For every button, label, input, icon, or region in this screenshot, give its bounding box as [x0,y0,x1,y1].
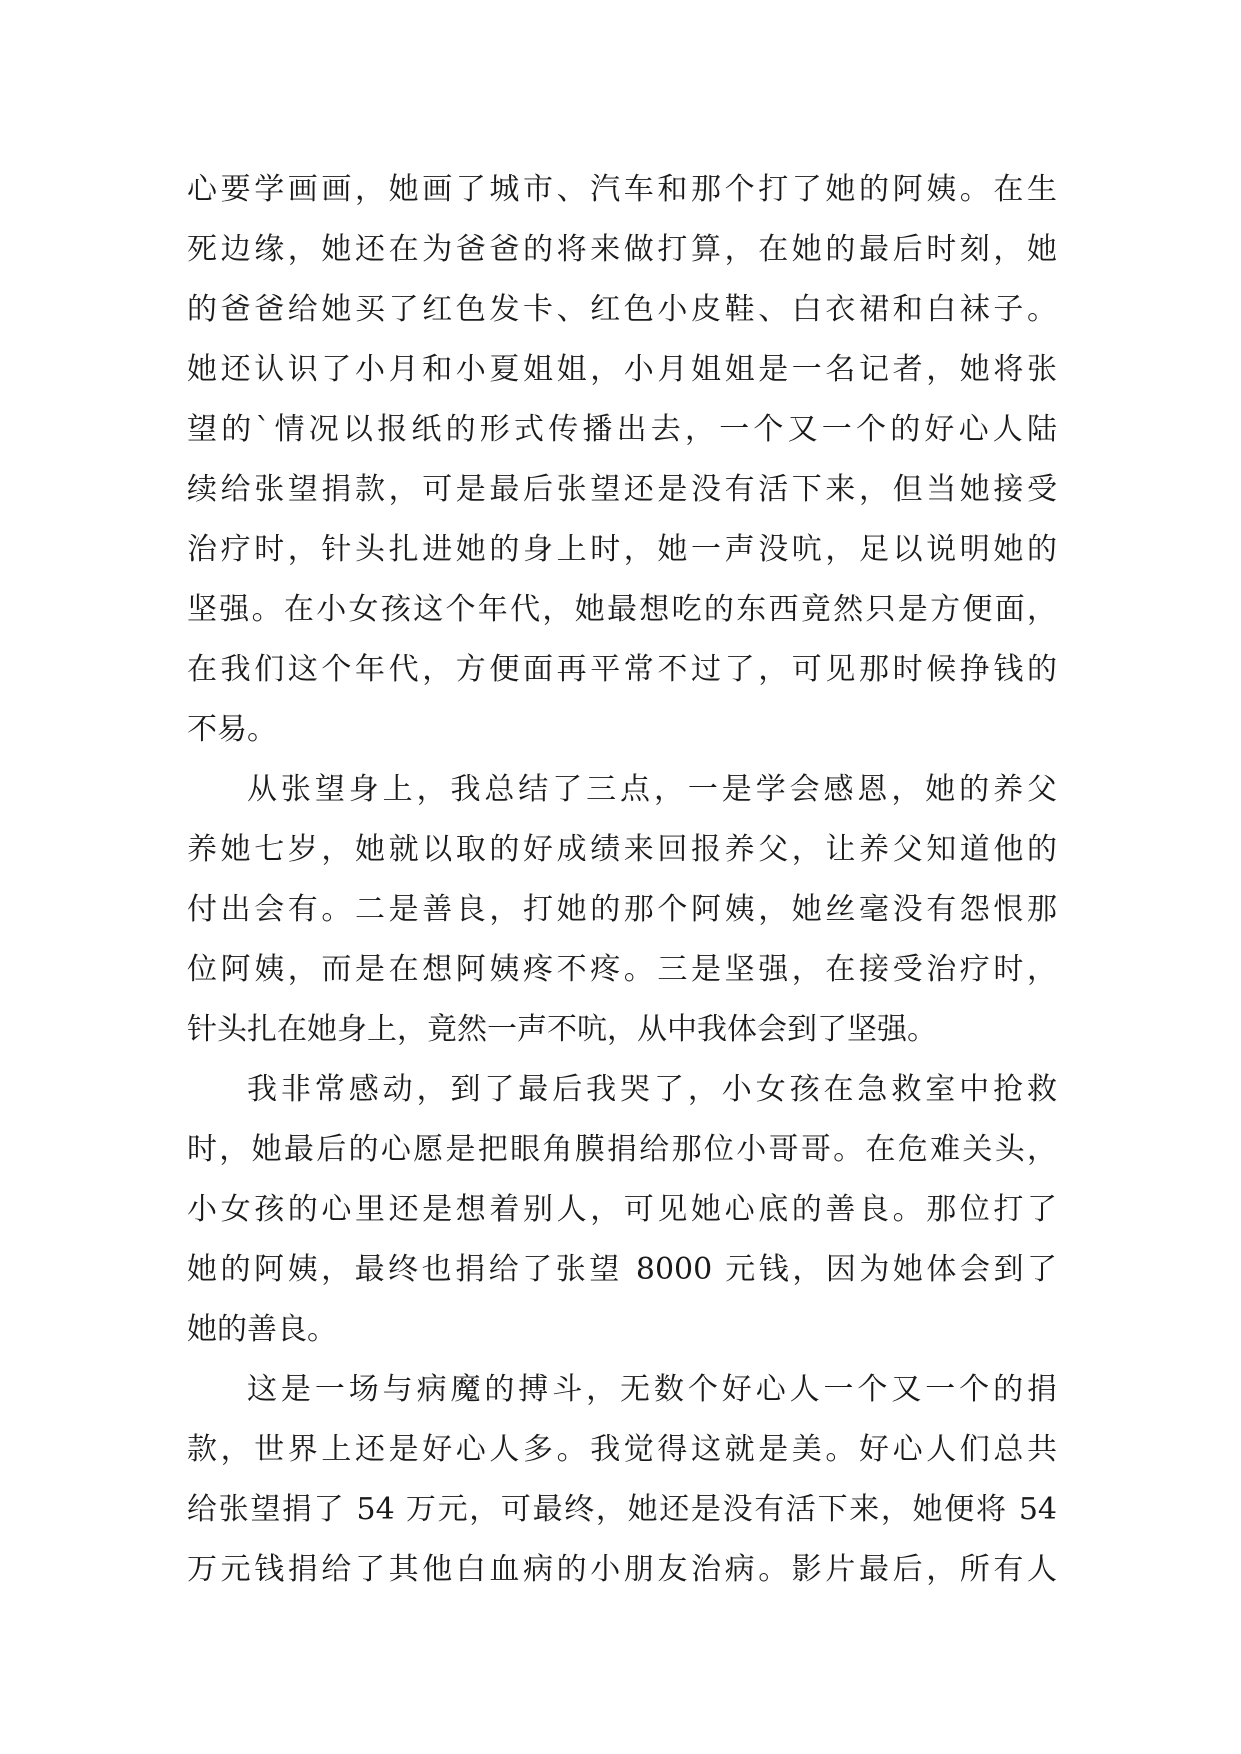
text-line: 她还认识了小月和小夏姐姐，小月姐姐是一名记者，她将张 [187,352,1057,387]
text-line: 给张望捐了 54 万元，可最终，她还是没有活下来，她便将 54 [187,1492,1057,1527]
paragraph-4 [187,1360,1057,1600]
text-line: 这是一场与病魔的搏斗，无数个好心人一个又一个的捐 [247,1372,1057,1407]
text-line: 坚强。在小女孩这个年代，她最想吃的东西竟然只是方便面， [187,592,1057,627]
text-line: 心要学画画，她画了城市、汽车和那个打了她的阿姨。在生 [187,172,1057,207]
text-line: 付出会有。二是善良，打她的那个阿姨，她丝毫没有怨恨那 [187,892,1057,927]
paragraph-3 [187,1060,1057,1360]
text-line: 时，她最后的心愿是把眼角膜捐给那位小哥哥。在危难关头， [187,1132,1057,1167]
text-line: 治疗时，针头扎进她的身上时，她一声没吭，足以说明她的 [187,532,1057,567]
text-line: 不易。 [187,712,277,747]
text-line: 款，世界上还是好心人多。我觉得这就是美。好心人们总共 [187,1432,1057,1467]
text-line: 养她七岁，她就以取的好成绩来回报养父，让养父知道他的 [187,832,1057,867]
text-line: 她的阿姨，最终也捐给了张望 8000 元钱，因为她体会到了 [187,1252,1057,1287]
text-line: 我非常感动，到了最后我哭了，小女孩在急救室中抢救 [247,1072,1057,1107]
text-line: 的爸爸给她买了红色发卡、红色小皮鞋、白衣裙和白袜子。 [187,292,1057,327]
paragraph-1 [187,160,1057,760]
document-body [187,160,1057,1600]
text-line: 万元钱捐给了其他白血病的小朋友治病。影片最后，所有人 [187,1552,1057,1587]
text-line: 她的善良。 [187,1312,337,1347]
text-line: 望的`情况以报纸的形式传播出去，一个又一个的好心人陆 [187,412,1057,447]
text-line: 在我们这个年代，方便面再平常不过了，可见那时候挣钱的 [187,652,1057,687]
text-line: 从张望身上，我总结了三点，一是学会感恩，她的养父 [247,772,1057,807]
text-line: 小女孩的心里还是想着别人，可见她心底的善良。那位打了 [187,1192,1057,1227]
text-line: 续给张望捐款，可是最后张望还是没有活下来，但当她接受 [187,472,1057,507]
text-line: 位阿姨，而是在想阿姨疼不疼。三是坚强，在接受治疗时， [187,952,1057,987]
text-line: 死边缘，她还在为爸爸的将来做打算，在她的最后时刻，她 [187,232,1057,267]
text-line: 针头扎在她身上，竟然一声不吭，从中我体会到了坚强。 [187,1012,937,1047]
paragraph-2 [187,760,1057,1060]
